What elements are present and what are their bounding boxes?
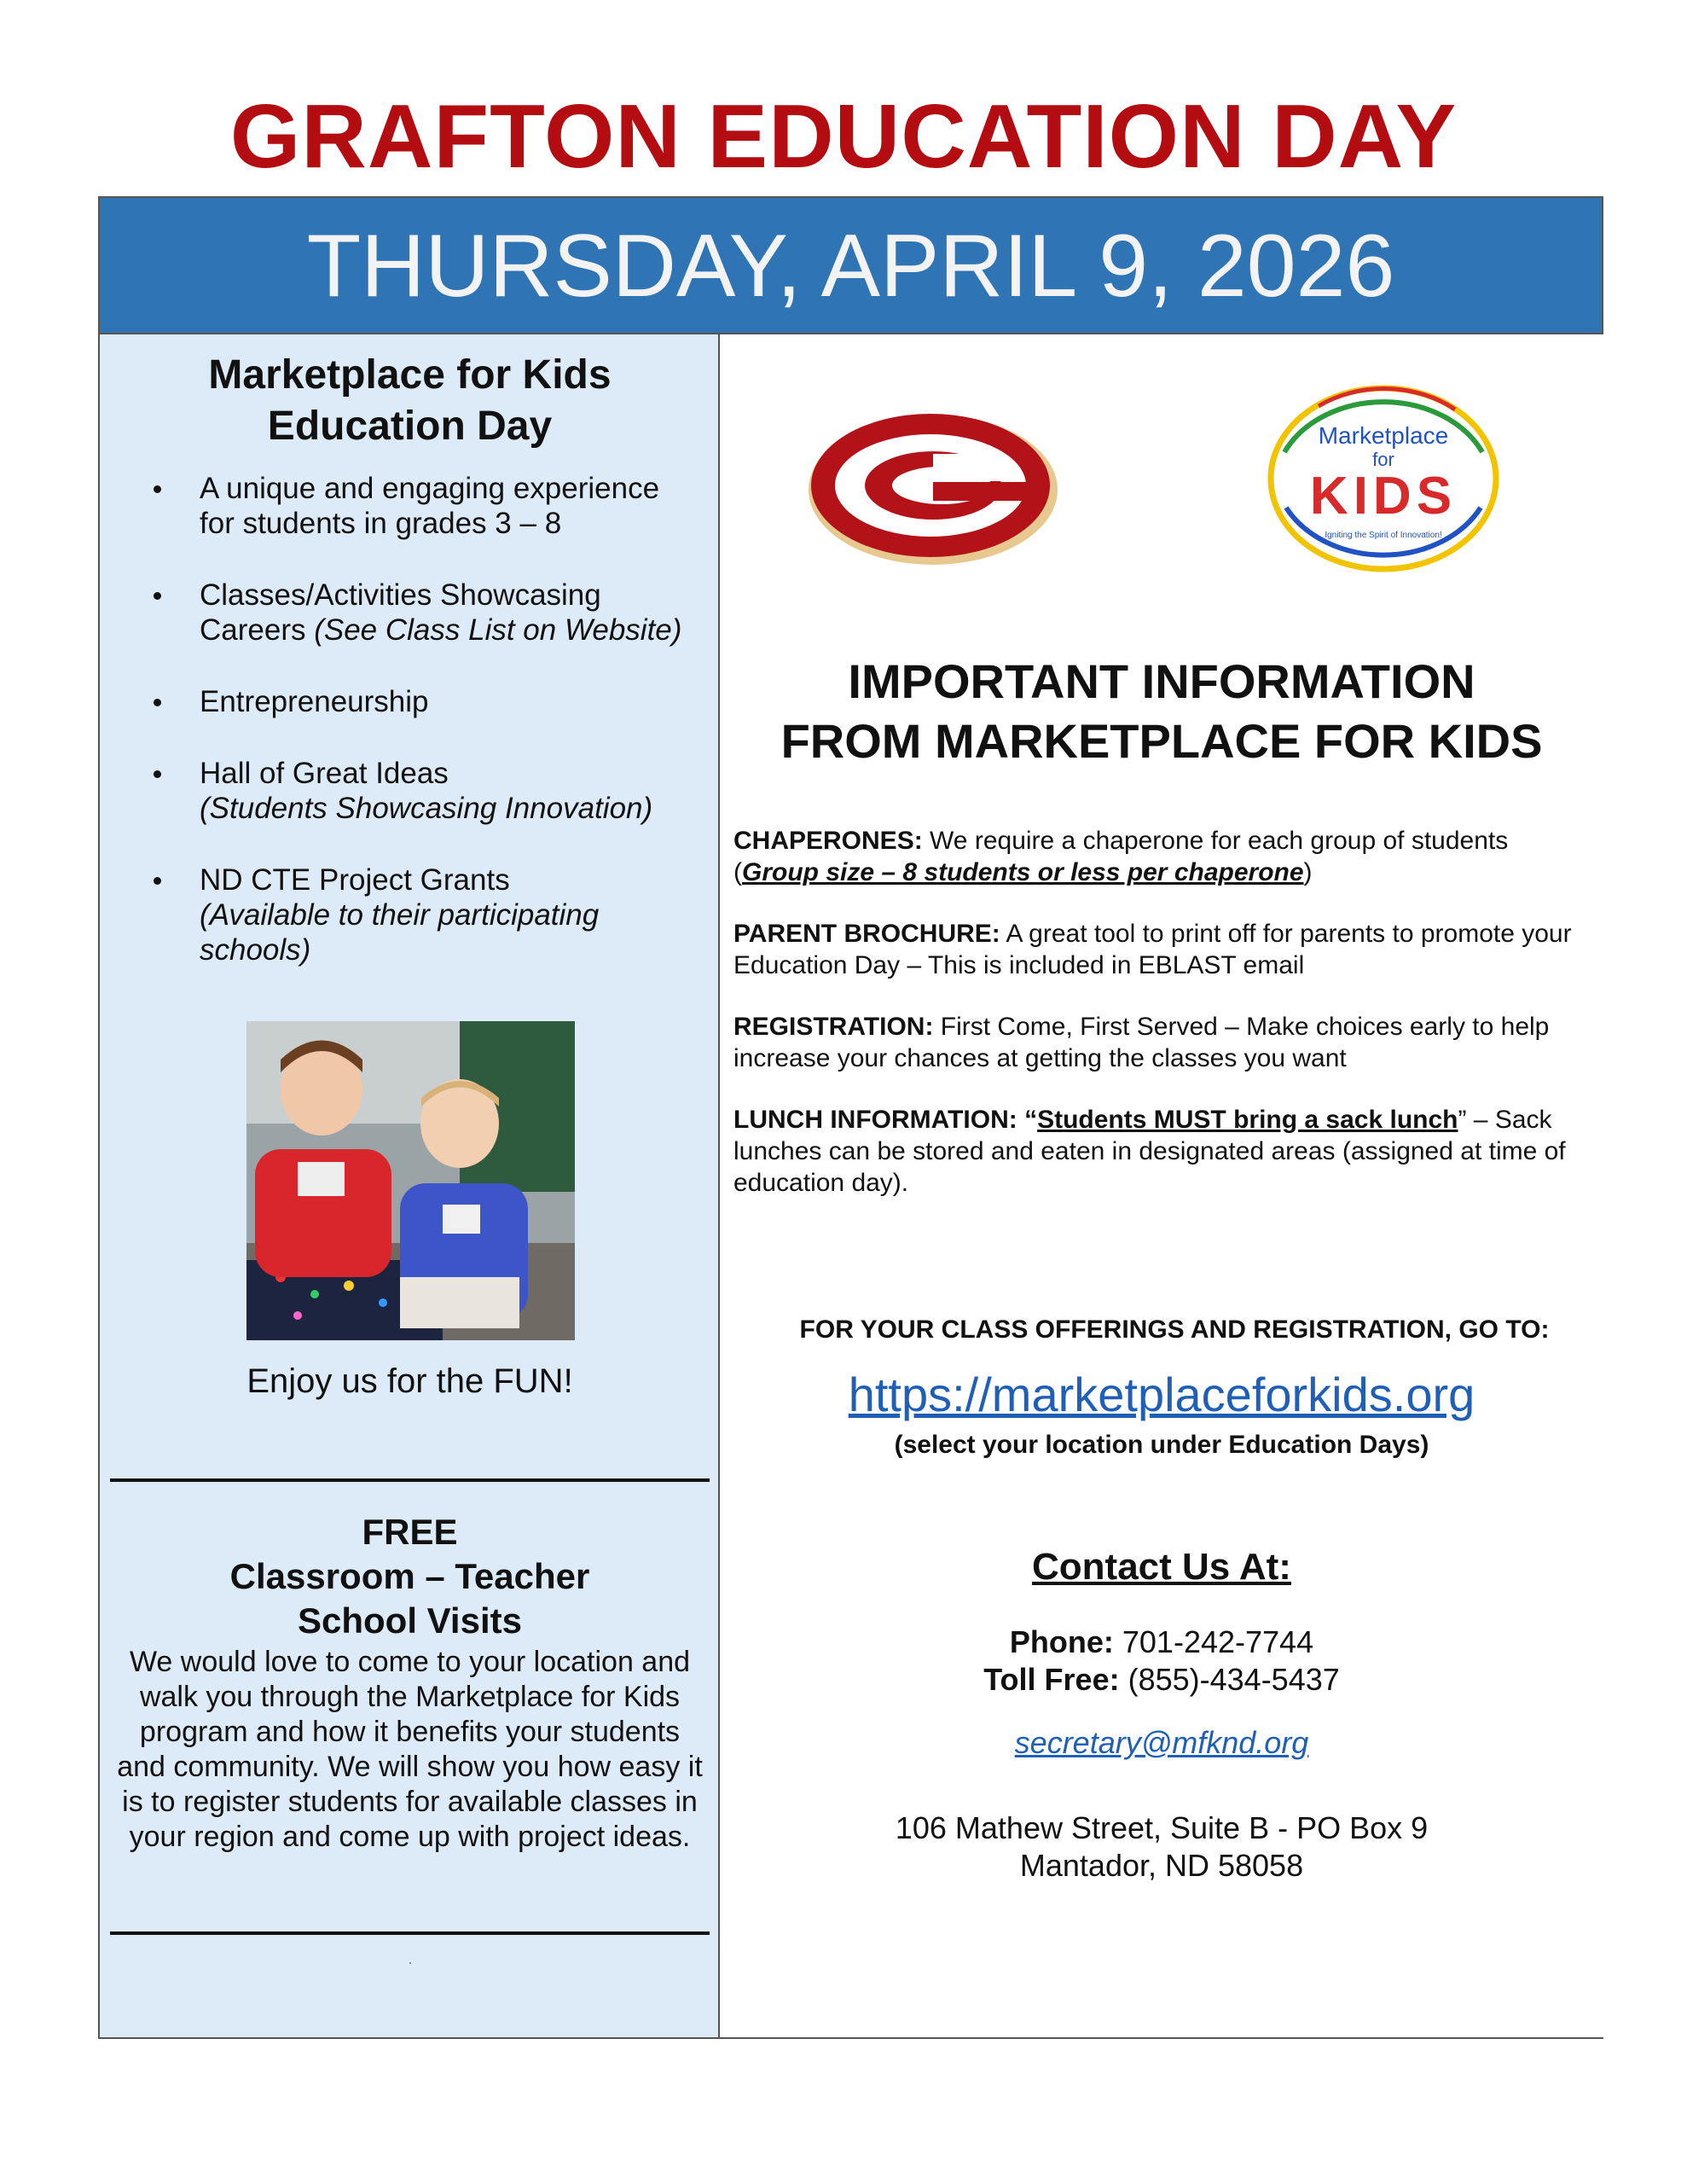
students-photo — [246, 1021, 575, 1340]
marketplace-for-kids-logo — [1267, 384, 1499, 573]
list-item: Entrepreneurship — [147, 684, 710, 719]
dot-mark — [409, 1962, 411, 1964]
free-subtitle: Classroom – Teacher — [229, 1556, 590, 1596]
website-note: (select your location under Education Days) — [894, 1431, 1429, 1459]
chaperones-paragraph: CHAPERONES: We require a chaperone for each group of students (Group size – 8 students or less per chaperone) — [733, 827, 1509, 886]
registration-prompt: FOR YOUR CLASS OFFERINGS AND REGISTRATION, GO TO: — [799, 1316, 1550, 1344]
list-item: Hall of Great Ideas (Students Showcasing Innovation) — [147, 756, 710, 826]
grafton-g-logo — [805, 407, 1061, 569]
left-heading — [100, 350, 720, 452]
mfk-logo-tagline: Igniting the Spirit of Innovation! — [1325, 531, 1442, 540]
mfk-logo-kids: KIDS — [1309, 467, 1458, 526]
free-visits-block — [117, 1510, 703, 1855]
right-panel — [720, 334, 1603, 2037]
website-link[interactable]: https://marketplaceforkids.org — [848, 1368, 1475, 1421]
page-title: GRAFTON EDUCATION DAY — [229, 86, 1458, 187]
lunch-paragraph: LUNCH INFORMATION: “Students MUST bring a sack lunch” – Sack lunches can be stored and eaten in designated areas (assigned at time of education day). — [733, 1106, 1566, 1197]
email-link[interactable]: secretary@mfknd.org — [1014, 1725, 1309, 1760]
mfk-logo-line2: for — [1372, 449, 1394, 470]
list-item: ND CTE Project Grants (Available to their participating schools) — [147, 863, 710, 967]
divider — [110, 1931, 710, 1935]
list-item: Classes/Activities Showcasing Careers (See Class List on Website) — [147, 578, 710, 648]
info-section — [733, 825, 1595, 1228]
divider — [110, 1478, 710, 1482]
brochure-paragraph: PARENT BROCHURE: A great tool to print off for parents to promote your Education Day – This is included in EBLAST email — [733, 920, 1572, 979]
important-heading: IMPORTANT INFORMATION FROM MARKETPLACE FOR KIDS — [780, 654, 1543, 768]
list-item: A unique and engaging experience for students in grades 3 – 8 — [147, 471, 710, 541]
free-subtitle2: School Visits — [298, 1600, 522, 1641]
free-body: We would love to come to your location and walk you through the Marketplace for Kids program and how it benefits your students and community. We will show you how easy it is to register students for available classes in your region and come up with project ideas. — [117, 1646, 703, 1853]
flyer-frame — [98, 196, 1603, 2039]
date-banner: THURSDAY, APRIL 9, 2026 — [100, 198, 1602, 334]
left-panel — [100, 334, 720, 2037]
free-title: FREE — [362, 1512, 458, 1552]
contact-heading: Contact Us At: — [1032, 1546, 1291, 1588]
left-heading-line2: Education Day — [267, 404, 553, 449]
address-line1: 106 Mathew Street, Suite B - PO Box 9 — [895, 1810, 1429, 1845]
phone-line: Phone: 701-242-7744 — [1009, 1624, 1314, 1659]
address-line2: Mantador, ND 58058 — [1019, 1848, 1304, 1883]
registration-paragraph: REGISTRATION: First Come, First Served – Make choices early to help increase your chances at getting the classes you want — [733, 1013, 1550, 1072]
tollfree-line: Toll Free: (855)-434-5437 — [983, 1662, 1340, 1697]
left-heading-line1: Marketplace for Kids — [208, 352, 612, 398]
enjoy-caption: Enjoy us for the FUN! — [246, 1362, 573, 1400]
feature-list — [147, 471, 710, 1004]
mfk-logo-line1: Marketplace — [1318, 422, 1449, 449]
